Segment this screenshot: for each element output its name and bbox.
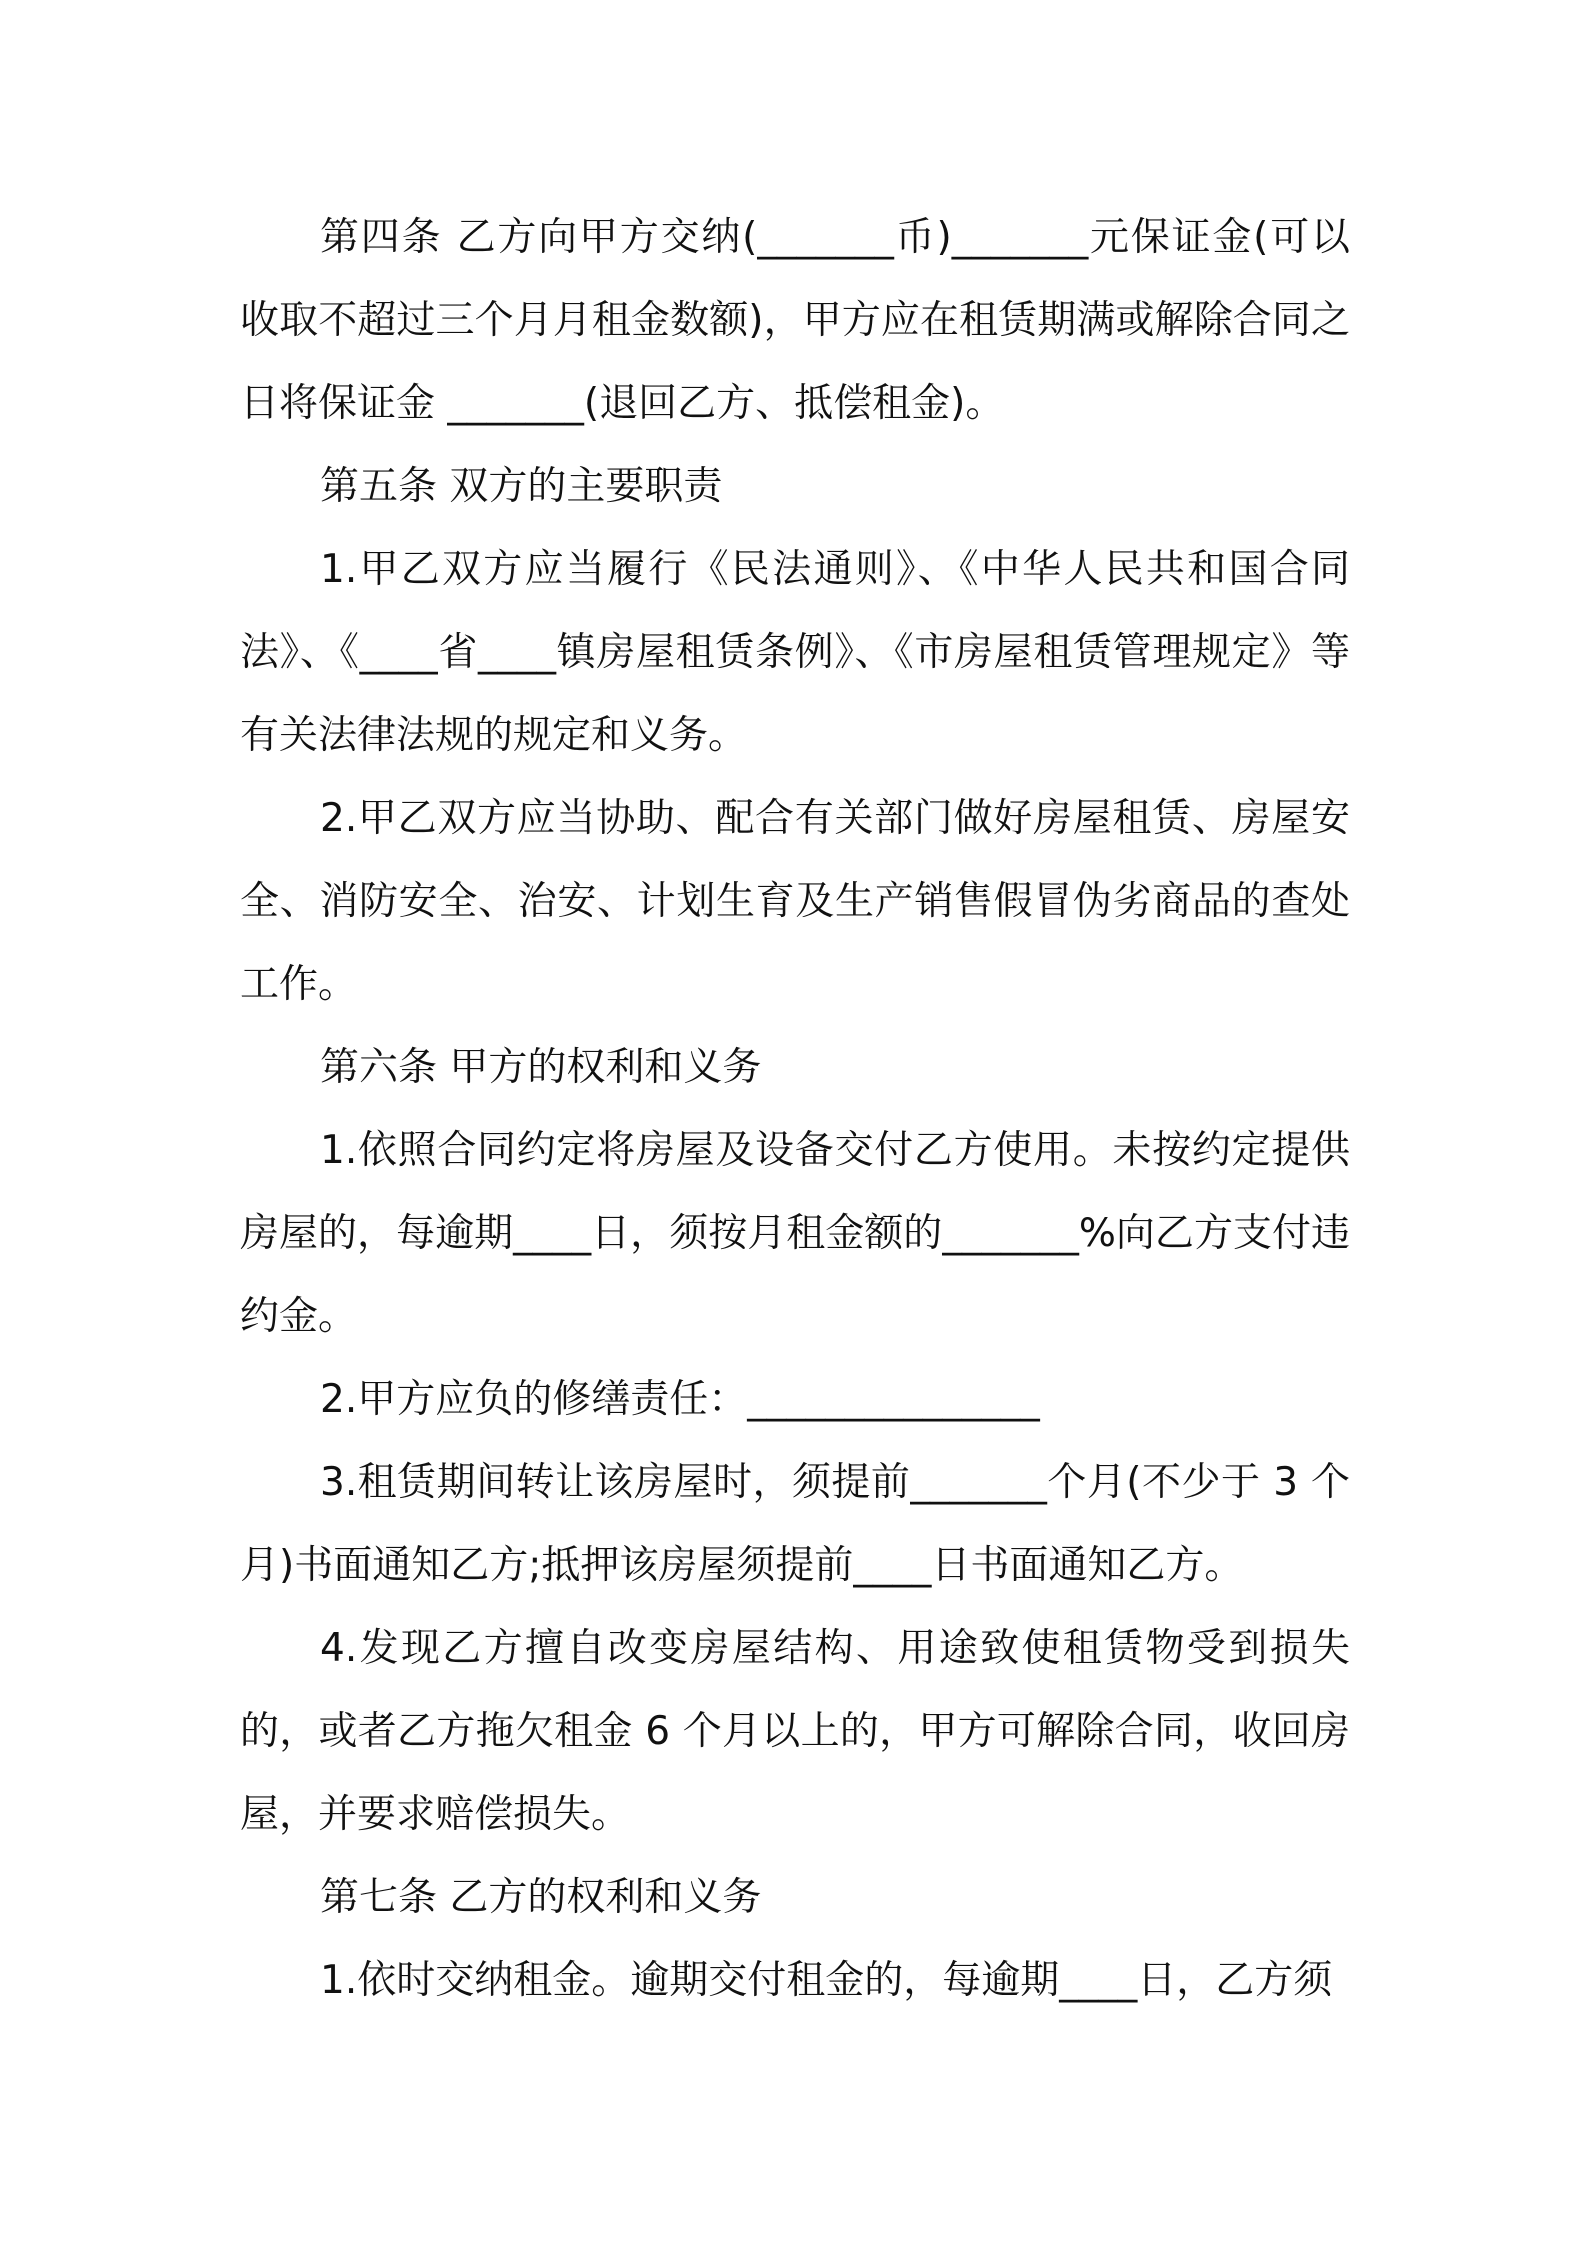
article-7-heading: 第七条 乙方的权利和义务 [320, 1875, 762, 1920]
article-5-heading: 第五条 双方的主要职责 [320, 464, 723, 509]
article-6-item-2: 2.甲方应负的修缮责任：_______________ [320, 1377, 1040, 1422]
article-4-paragraph: 第四条 乙方向甲方交纳(_______币)_______元保证金(可以收取不超过三个月月租金数额)，甲方应在租赁期满或解除合同之日将保证金 _______(退回乙方、抵偿租金)。 [240, 215, 1350, 426]
article-6-item-1: 1.依照合同约定将房屋及设备交付乙方使用。未按约定提供房屋的，每逾期____日，须按月租金额的_______%向乙方支付违约金。 [240, 1128, 1350, 1339]
article-5-item-2: 2.甲乙双方应当协助、配合有关部门做好房屋租赁、房屋安全、消防安全、治安、计划生育及生产销售假冒伪劣商品的查处工作。 [240, 796, 1350, 1007]
article-6-item-3: 3.租赁期间转让该房屋时，须提前_______个月(不少于 3 个月)书面通知乙方;抵押该房屋须提前____日书面通知乙方。 [240, 1460, 1350, 1588]
document-page [240, 196, 1350, 2022]
article-7-item-1: 1.依时交纳租金。逾期交付租金的，每逾期____日，乙方须 [320, 1958, 1333, 2003]
article-6-heading: 第六条 甲方的权利和义务 [320, 1045, 762, 1090]
article-5-item-1: 1.甲乙双方应当履行《民法通则》、《中华人民共和国合同法》、《____省____镇房屋租赁条例》、《市房屋租赁管理规定》等有关法律法规的规定和义务。 [240, 547, 1350, 758]
article-6-item-4: 4.发现乙方擅自改变房屋结构、用途致使租赁物受到损失的，或者乙方拖欠租金 6 个月以上的，甲方可解除合同，收回房屋，并要求赔偿损失。 [240, 1626, 1350, 1837]
